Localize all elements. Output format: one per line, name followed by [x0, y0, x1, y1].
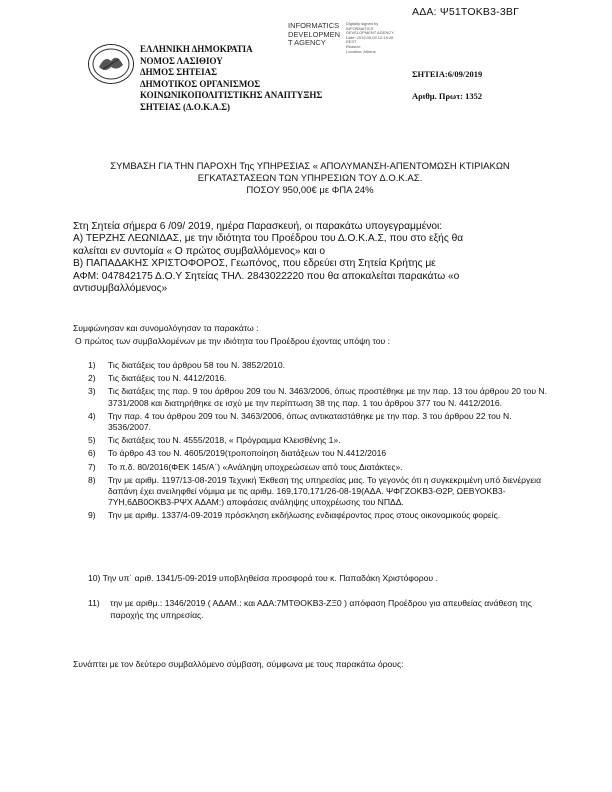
digital-signature-details: [346, 22, 394, 54]
list-text: Την παρ. 4 του άρθρου 209 του Ν. 3463/2006, όπως αντικαταστάθηκε με την παρ. 3 του άρθρου 22 του Ν. 3536/2007.: [108, 410, 512, 433]
list-item: [88, 435, 550, 446]
intro-line: Β) ΠΑΠΑΔΑΚΗΣ ΧΡΙΣΤΟΦΟΡΟΣ, Γεωπόνος, που εδρεύει στη Σητεία Κρήτης με: [73, 258, 436, 270]
header-line: ΔΗΜΟΣ ΣΗΤΕΙΑΣ: [140, 67, 218, 77]
list-number: 8): [88, 474, 96, 485]
header-line: ΕΛΛΗΝΙΚΗ ΔΗΜΟΚΡΑΤΙΑ: [140, 44, 253, 54]
closing-statement: Συνάπτει με τον δεύτερο συμβαλλόμενο σύμβαση, σύμφωνα με τους παρακάτω όρους:: [73, 659, 404, 669]
list-item: [88, 448, 550, 459]
list-number: 11): [88, 598, 100, 608]
intro-paragraph: [73, 221, 533, 295]
intro-line: Στη Σητεία σήμερα 6 /09/ 2019, ημέρα Παρασκευή, οι παρακάτω υπογεγραμμένοι:: [73, 221, 443, 232]
header-line: ΔΗΜΟΤΙΚΟΣ ΟΡΓΑΝΙΣΜΟΣ: [140, 78, 261, 89]
intro-line: Α) ΤΕΡΖΗΣ ΛΕΩΝΙΔΑΣ, με την ιδιότητα του Προέδρου του Δ.Ο.Κ.Α.Σ, που στο εξής θα: [73, 233, 464, 245]
list-text: την με αριθμ.: 1346/2019 ( ΑΔΑΜ.: και ΑΔΑ:7ΜΤΘΟΚΒ3-ΖΞ0 ) απόφαση Προέδρου για απευθείας ανάθεση της παροχής της υπηρεσίας.: [110, 598, 532, 620]
ada-code: ΑΔΑ: Ψ51ΤΟΚΒ3-3ΒΓ: [412, 6, 520, 18]
list-number: 3): [88, 386, 96, 397]
informatics-line: INFORMATICS: [288, 21, 340, 30]
agreement-subheading: Ο πρώτος των συμβαλλομένων με την ιδιότητα του Προέδρου έχοντας υπόψη του :: [75, 336, 390, 346]
list-item-10: [88, 573, 438, 583]
contract-title-line: ΣΥΜΒΑΣΗ ΓΙΑ ΤΗΝ ΠΑΡΟΧΗ Της ΥΠΗΡΕΣΙΑΣ « ΑΠΟΛΥΜΑΝΣΗ-ΑΠΕΝΤΟΜΩΣΗ ΚΤΙΡΙΑΚΩΝ: [110, 161, 510, 172]
list-item: [88, 411, 550, 433]
list-text: Την με αριθμ. 1197/13-08-2019 Τεχνική Έκθεση της υπηρεσίας μας. Το γεγονός ότι η συγκεκριμένη υπό διενέργεια δαπάνη έχει ανειληφθεί νόμιμα με τις αριθμ. 169,170,171/26-08-19(ΑΔΑ. ΨΦΓΖΟΚΒ3-Θ2Ρ, ΩΕΒΥΟΚΒ3-7ΥΗ,6ΔΒ0ΟΚΒ3-ΡΨΧ ΑΔΑΜ:) αποφάσεις ανάληψης υποχρέωσης του ΝΠΔΔ.: [108, 474, 542, 508]
informatics-line: DEVELOPMEN: [288, 29, 341, 39]
signature-line: Date: 2019.09.09 12:19:26: [346, 34, 394, 40]
signature-line: INFORMATICS: [346, 25, 374, 31]
list-text: Το π.δ. 80/2016(ΦΕΚ 145/Α΄) «Ανάληψη υποχρεώσεων από τους Διατάκτες».: [108, 461, 403, 472]
header-line: ΝΟΜΟΣ ΛΑΣΙΘΙΟΥ: [140, 55, 223, 66]
list-text: Την με αριθμ. 1337/4-09-2019 πρόσκληση εκδήλωσης ενδιαφέροντος προς στους οικονομικούς φορείς.: [108, 510, 501, 521]
signature-line: Reason:: [346, 43, 361, 49]
municipality-header: [140, 44, 322, 113]
agreement-heading: Συμφώνησαν και συνομολόγησαν τα παρακάτω :: [73, 323, 259, 333]
list-number: 7): [88, 461, 96, 472]
list-text: Το άρθρο 43 του Ν. 4605/2019(τροποποίηση διατάξεων του Ν.4412/2016: [108, 448, 387, 459]
list-text: Τις διατάξεις του Ν. 4412/2016.: [108, 373, 227, 384]
list-item: [88, 386, 550, 408]
list-text: Τις διατάξεις του άρθρου 58 του Ν. 3852/2010.: [108, 360, 285, 370]
intro-line: καλείται εν συντομία « Ο πρώτος συμβαλλόμενος» και ο: [73, 245, 325, 257]
intro-line: ΑΦΜ: 047842175 Δ.Ο.Υ Σητείας ΤΗΛ. 2843022220 που θα αποκαλείται παρακάτω «ο: [73, 270, 460, 282]
list-number: 1): [88, 360, 96, 370]
list-number: 9): [88, 510, 96, 521]
list-item-11: [88, 597, 550, 621]
list-item: [88, 373, 550, 384]
contract-title-line: ΕΓΚΑΤΑΣΤΑΣΕΩΝ ΤΩΝ ΥΠΗΡΕΣΙΩΝ ΤΟΥ Δ.Ο.Κ.ΑΣ.: [197, 173, 423, 184]
signature-line: Location: Athens: [346, 48, 376, 54]
list-number: 4): [88, 410, 96, 421]
header-line: ΣΗΤΕΙΑΣ (Δ.Ο.Κ.Α.Σ): [140, 101, 231, 112]
list-text: Τις διατάξεις του Ν. 4555/2018, « Πρόγραμμα Κλεισθένης 1».: [108, 435, 341, 446]
list-number: 10): [88, 573, 101, 583]
header-line: ΚΟΙΝΩΝΙΚΟΠΟΛΙΤΙΣΤΙΚΗΣ ΑΝΑΠΤΥΞΗΣ: [140, 90, 323, 100]
list-item: [88, 462, 550, 473]
list-number: 6): [88, 448, 96, 459]
considerations-list: [88, 360, 550, 524]
intro-line: αντισυμβαλλόμενος»: [73, 283, 168, 295]
place-date: ΣΗΤΕΙΑ:6/09/2019: [412, 69, 483, 79]
greek-emblem-logo: [88, 44, 134, 84]
list-item: [88, 510, 550, 521]
list-item: [88, 475, 550, 509]
signature-line: DEVELOPMENT AGENCY: [346, 30, 394, 36]
protocol-number: Αριθμ. Πρωτ: 1352: [412, 91, 483, 101]
contract-title-amount: ΠΟΣΟΥ 950,00€ με ΦΠΑ 24%: [246, 185, 374, 196]
list-text: Τις διατάξεις της παρ. 9 του άρθρου 209 του Ν. 3463/2006, όπως προστέθηκε με την παρ. 13 του άρθρου 20 του Ν. 3731/2008 και διατηρήθηκε σε ισχύ με την περίπτωση 38 της παρ. 1 του άρθρου 377 του Ν. 4412/2016.: [108, 386, 548, 408]
list-item: [88, 360, 550, 371]
list-text: Την υπ΄ αριθ. 1341/5-09-2019 υποβληθείσα προσφορά του κ. Παπαδάκη Χριστόφορου .: [102, 573, 438, 583]
signature-line: Digitally signed by: [346, 21, 379, 26]
informatics-line: T AGENCY: [288, 38, 326, 47]
list-number: 2): [88, 373, 96, 384]
signature-line: EEST: [346, 39, 357, 45]
list-number: 5): [88, 435, 96, 446]
